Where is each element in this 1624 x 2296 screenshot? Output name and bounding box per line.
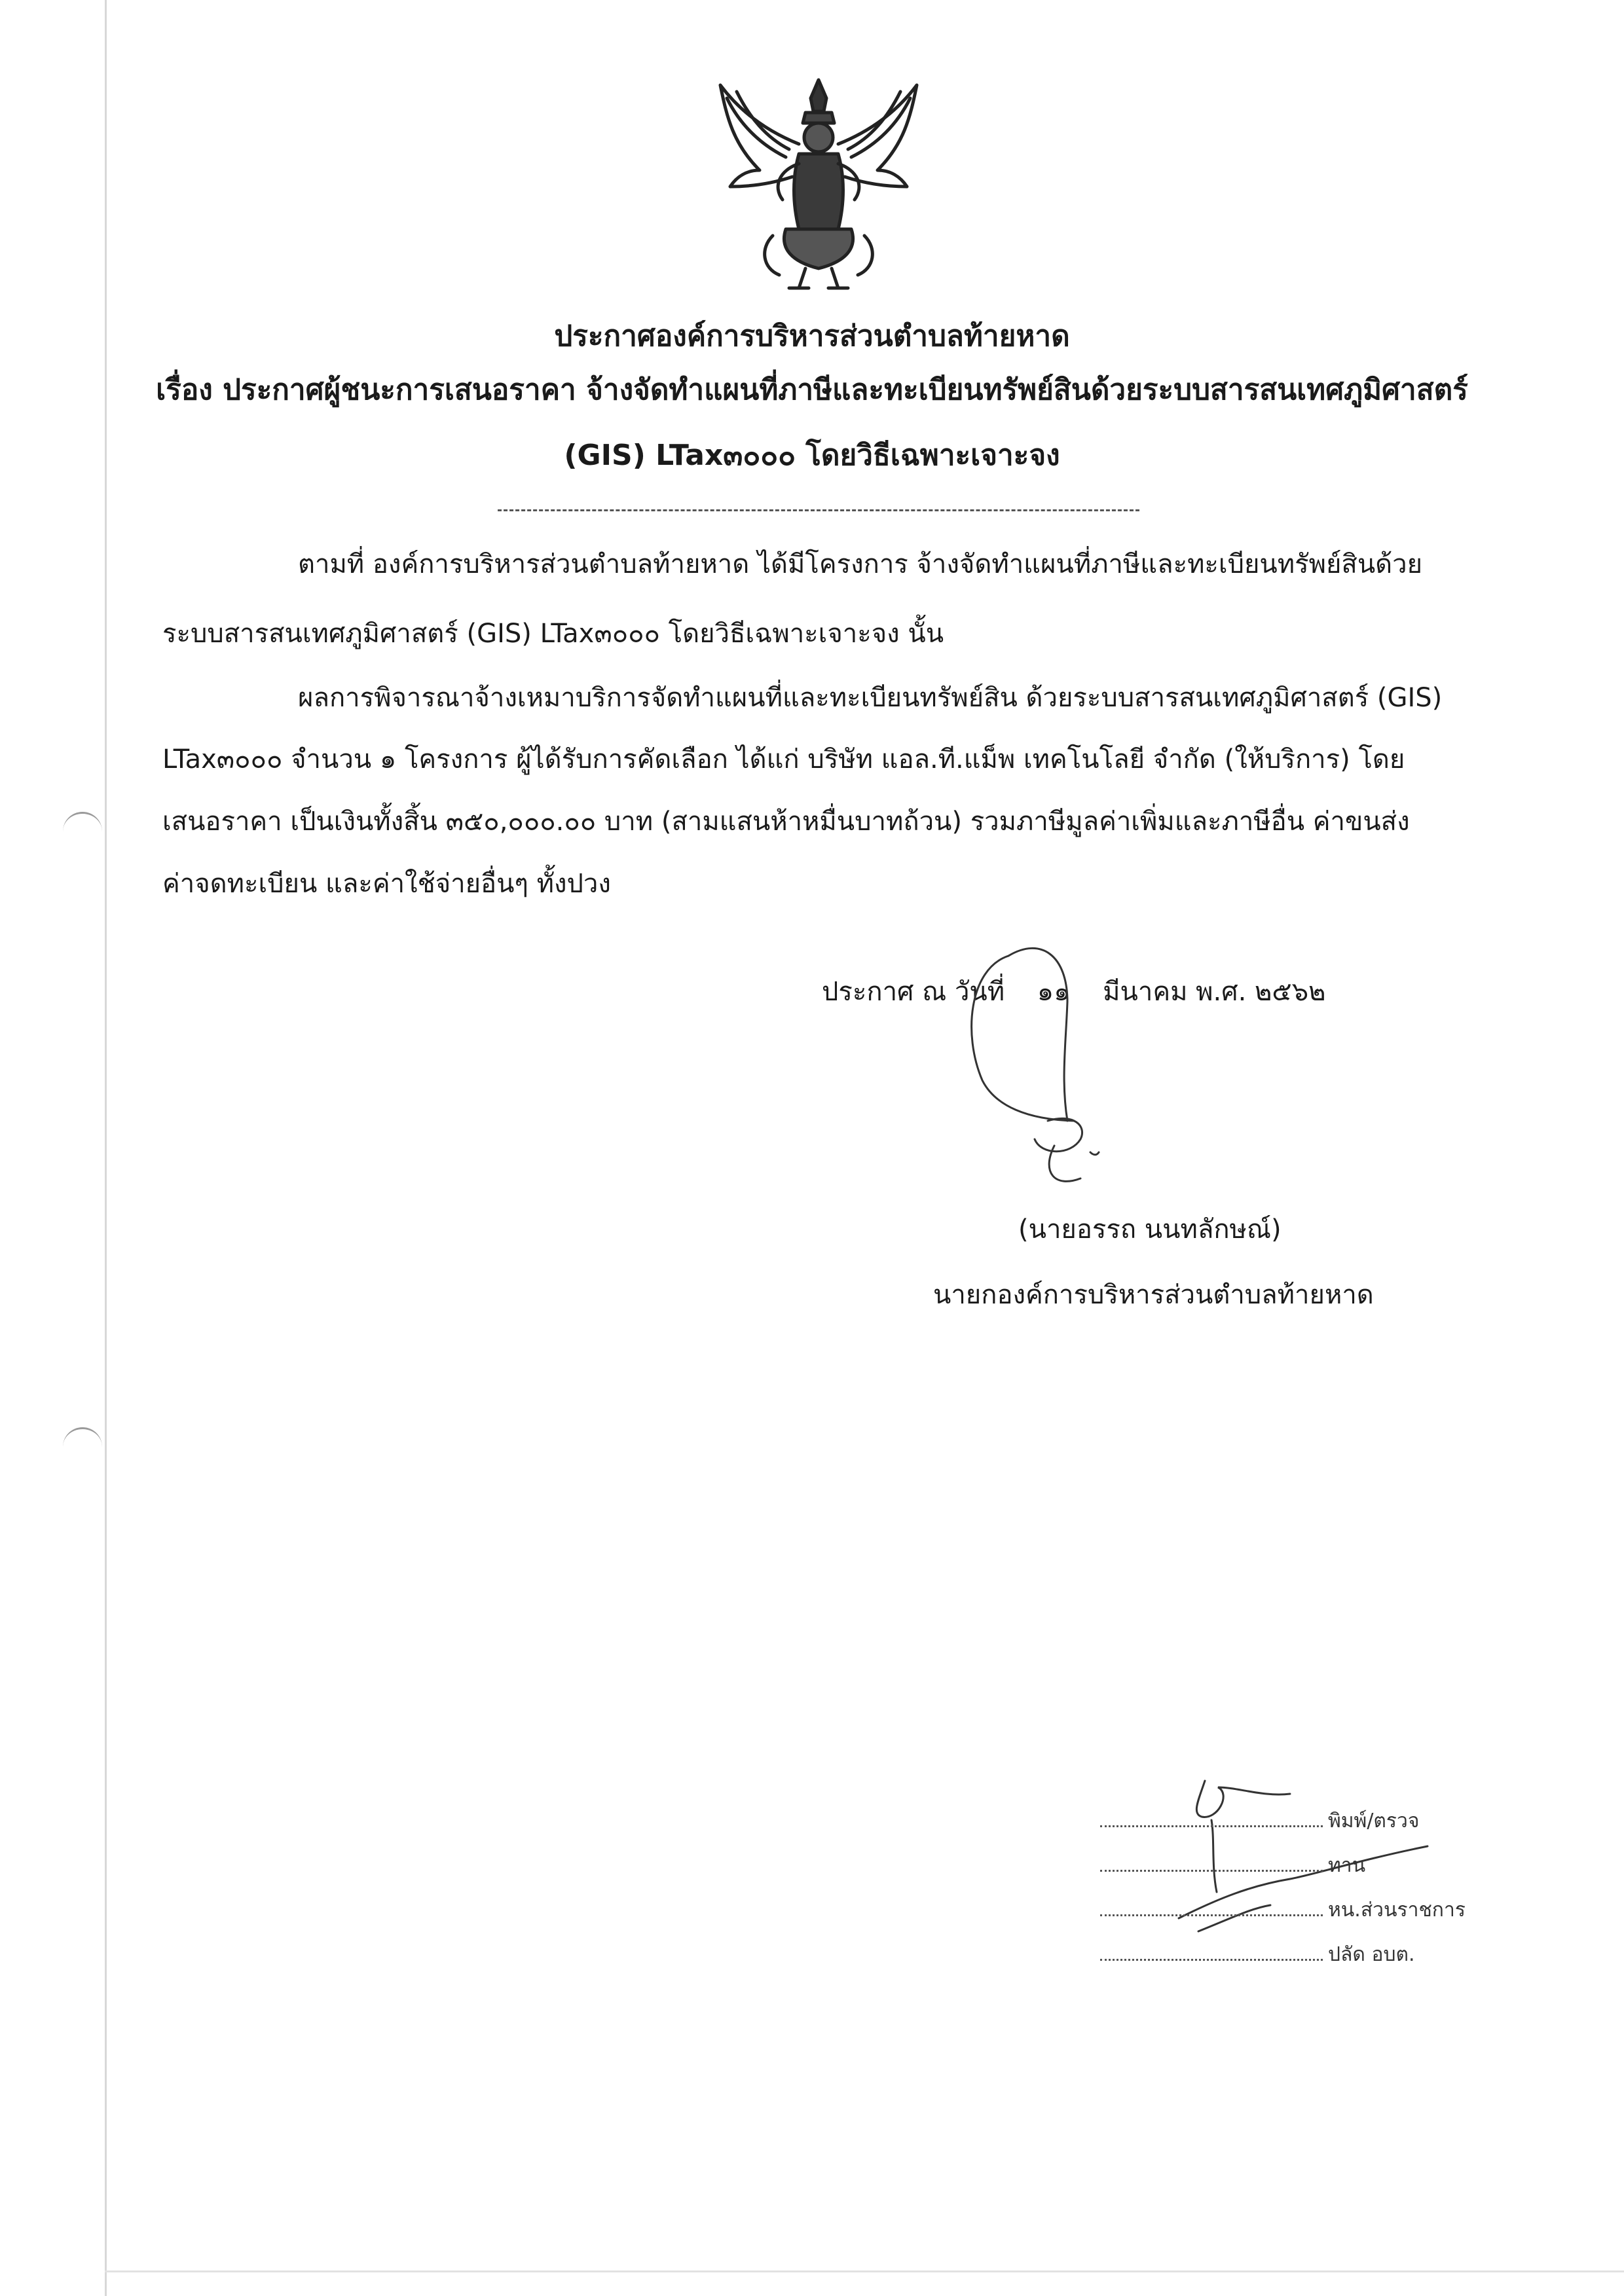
document-subject-continued: (GIS) LTax๓๐๐๐ โดยวิธีเฉพาะเจาะจง <box>564 439 1060 472</box>
document-title: ประกาศองค์การบริหารส่วนตำบลท้ายหาด <box>554 319 1070 353</box>
date-prefix: ประกาศ ณ วันที่ <box>822 977 1005 1007</box>
signatory-name: (นายอรรถ นนทลักษณ์) <box>1018 1214 1282 1245</box>
review-line <box>1100 1895 1466 1925</box>
document-subject: เรื่อง ประกาศผู้ชนะการเสนอราคา จ้างจัดทำแผนที่ภาษีและทะเบียนทรัพย์สินด้วยระบบสารสนเทศภูมิศาสตร์ <box>156 373 1468 407</box>
scan-edge <box>105 0 107 2296</box>
review-role: ปลัด อบต. <box>1328 1943 1415 1966</box>
review-role: พิมพ์/ตรวจ <box>1328 1810 1420 1832</box>
review-line <box>1100 1850 1365 1881</box>
garuda-emblem-icon <box>701 72 936 295</box>
review-role: ทาน <box>1328 1854 1366 1877</box>
signatory-position: นายกองค์การบริหารส่วนตำบลท้ายหาด <box>933 1280 1374 1310</box>
review-line <box>1100 1939 1415 1970</box>
review-line <box>1100 1806 1419 1836</box>
review-role: หน.ส่วนราชการ <box>1328 1899 1466 1922</box>
divider <box>498 509 1139 511</box>
body-paragraph-line: ตามที่ องค์การบริหารส่วนตำบลท้ายหาด ได้มีโครงการ จ้างจัดทำแผนที่ภาษีและทะเบียนทรัพย์สินด้วย <box>298 549 1423 579</box>
handwritten-signature <box>956 930 1166 1192</box>
body-paragraph-line: ระบบสารสนเทศภูมิศาสตร์ (GIS) LTax๓๐๐๐ โดยวิธีเฉพาะเจาะจง นั้น <box>162 619 944 649</box>
body-paragraph-line: ผลการพิจารณาจ้างเหมาบริการจัดทำแผนที่และทะเบียนทรัพย์สิน ด้วยระบบสารสนเทศภูมิศาสตร์ (GIS) <box>298 683 1443 713</box>
date-day: ๑๑ <box>1037 977 1071 1007</box>
body-paragraph-line: LTax๓๐๐๐ จำนวน ๑ โครงการ ผู้ได้รับการคัดเลือก ได้แก่ บริษัท แอล.ที.แม็พ เทคโนโลยี จำกัด (ให้บริการ) โดย <box>162 744 1405 774</box>
scan-edge <box>105 2270 1624 2272</box>
body-paragraph-line: เสนอราคา เป็นเงินทั้งสิ้น ๓๕๐,๐๐๐.๐๐ บาท (สามแสนห้าหมื่นบาทถ้วน) รวมภาษีมูลค่าเพิ่มและภาษีอื่น ค่าขนส่ง <box>162 807 1410 837</box>
punch-hole-mark <box>63 812 102 840</box>
punch-hole-mark <box>63 1427 102 1455</box>
date-month-year: มีนาคม พ.ศ. ๒๕๖๒ <box>1103 977 1326 1007</box>
body-paragraph-line: ค่าจดทะเบียน และค่าใช้จ่ายอื่นๆ ทั้งปวง <box>162 869 611 899</box>
